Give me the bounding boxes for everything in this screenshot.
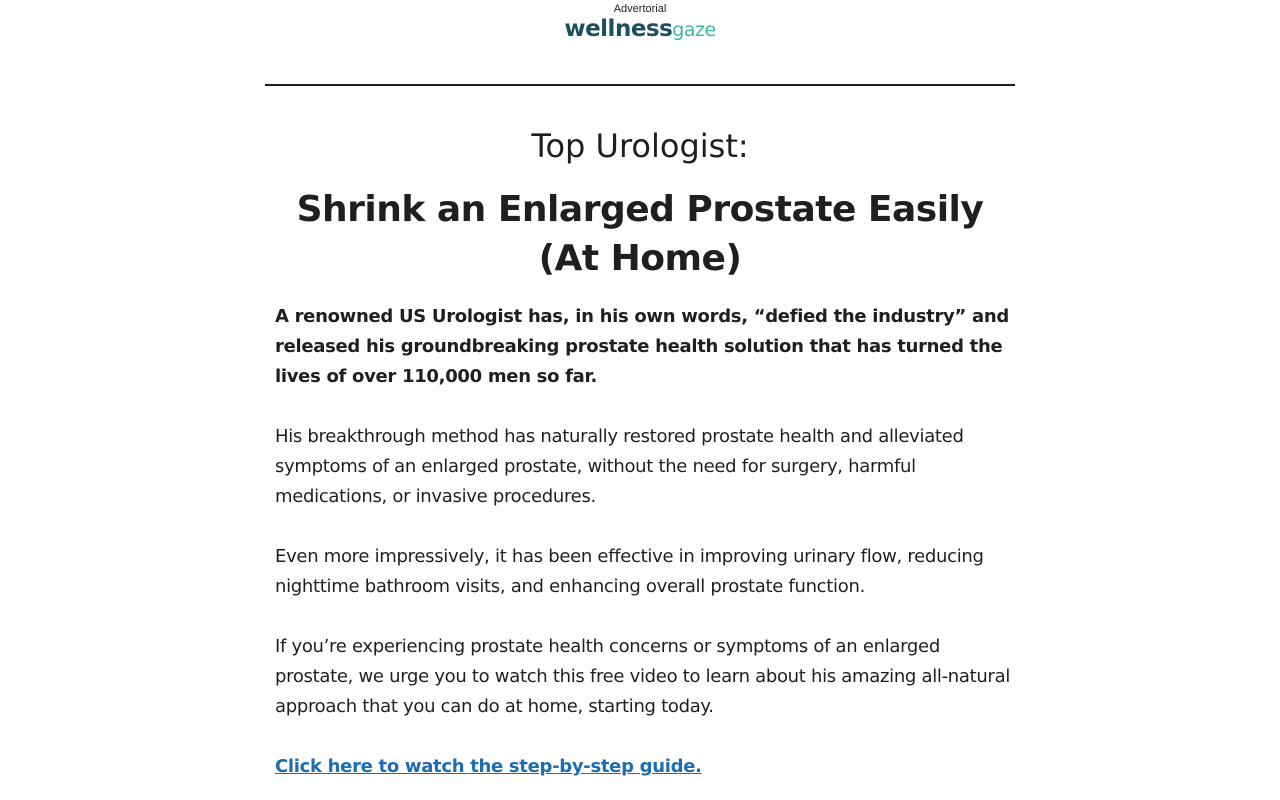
site-logo[interactable] (0, 14, 1280, 46)
header-divider (265, 84, 1015, 86)
body-paragraph: If you’re experiencing prostate health concerns or symptoms of an enlarged prostate, we urge you to watch this free video to learn about his amazing all-natural approach that you can do at home, starting today. (275, 636, 1011, 717)
article-body (275, 302, 1015, 782)
site-header (0, 0, 1280, 50)
lead-paragraph: A renowned US Urologist has, in his own words, “defied the industry” and released his groundbreaking prostate health solution that has turned the lives of over 110,000 men so far. (275, 306, 1009, 387)
article-kicker: Top Urologist: (531, 127, 749, 165)
body-paragraph: His breakthrough method has naturally restored prostate health and alleviated symptoms of an enlarged prostate, without the need for surgery, harmful medications, or invasive procedures. (275, 426, 964, 507)
article-headline: Shrink an Enlarged Prostate Easily (At Home) (296, 189, 984, 279)
logo-wordmark-secondary: gaze (672, 19, 716, 41)
logo-wordmark-primary: wellness (564, 16, 673, 42)
advertorial-label: Advertorial (613, 3, 667, 15)
watch-guide-link[interactable]: Click here to watch the step-by-step guide. (275, 756, 702, 777)
body-paragraph: Even more impressively, it has been effective in improving urinary flow, reducing nighttime bathroom visits, and enhancing overall prostate function. (275, 546, 984, 597)
